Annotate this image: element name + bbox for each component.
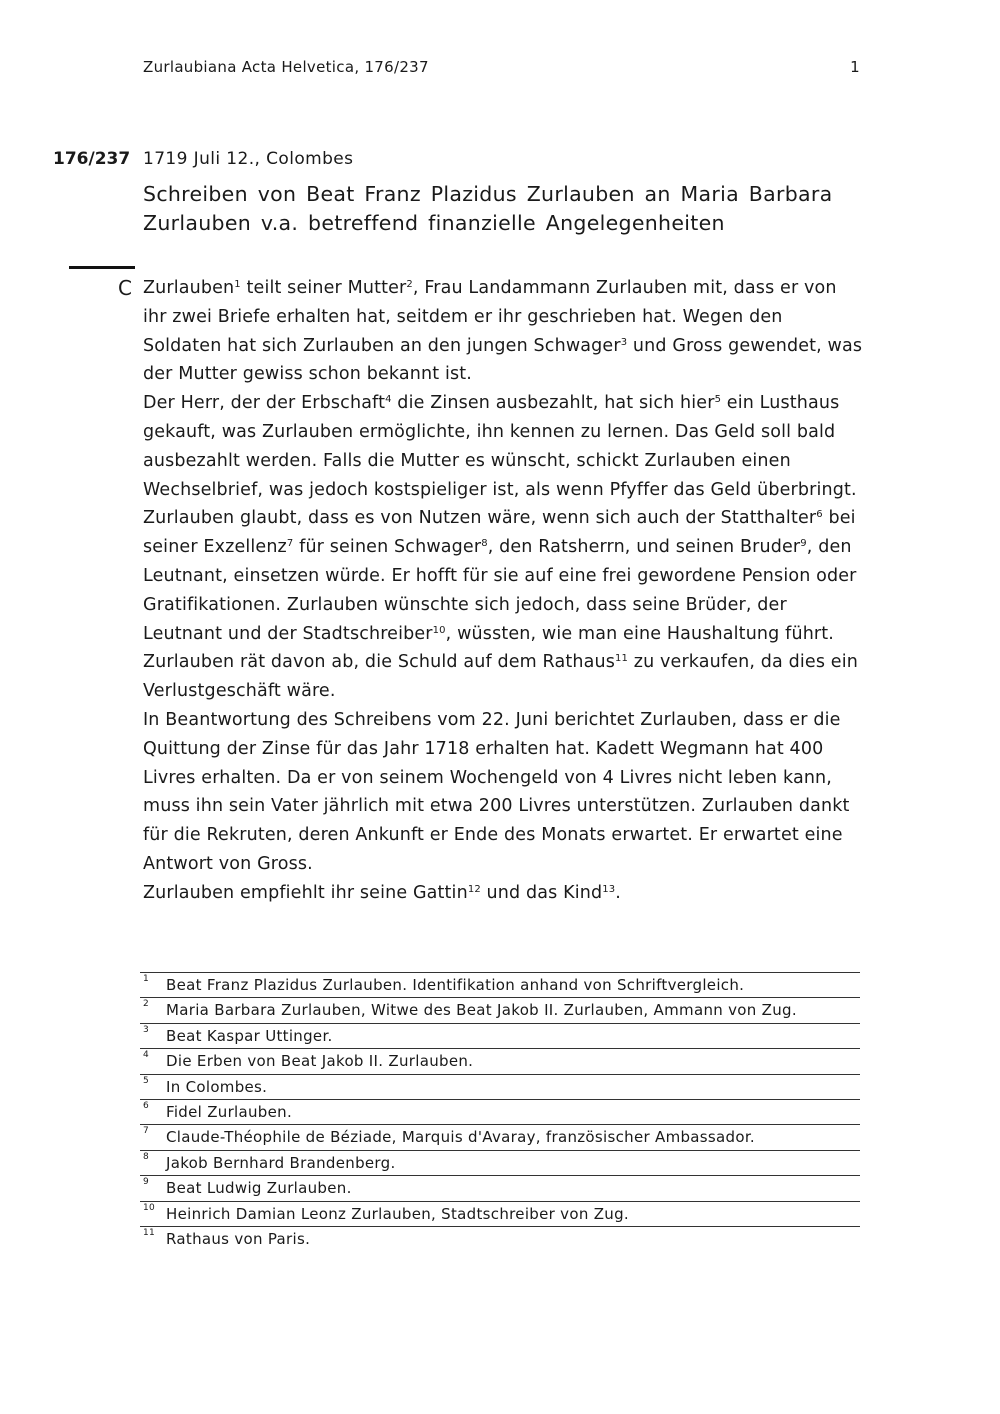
running-header — [143, 58, 860, 76]
body-text: zu verkaufen, da dies ein Verlustgeschäft wäre. — [143, 652, 858, 702]
footnote-ref: 12 — [467, 883, 481, 895]
body-paragraph — [143, 706, 865, 879]
footnote-number: 9 — [143, 1177, 150, 1188]
footnote-number: 1 — [143, 974, 150, 984]
document-title — [143, 180, 843, 238]
body-text: Zurlauben — [143, 278, 235, 298]
footnote-ref: 3 — [620, 336, 628, 348]
footnote-ref: 13 — [602, 883, 616, 895]
footnotes — [140, 972, 860, 1251]
footnote-text: Beat Kaspar Uttinger. — [166, 1026, 333, 1045]
title-line-1: Schreiben von Beat Franz Plazidus Zurlauben an Maria Barbara — [143, 182, 833, 206]
footnote-number: 11 — [143, 1227, 156, 1238]
footnote-ref: 5 — [714, 394, 722, 406]
footnote-ref: 10 — [432, 624, 446, 636]
footnote-text: In Colombes. — [166, 1077, 268, 1096]
footnote — [140, 1099, 860, 1124]
footnote-ref: 7 — [286, 538, 294, 550]
body-paragraph — [143, 274, 865, 389]
body-paragraph — [143, 879, 865, 908]
title-line-2: Zurlauben v.a. betreffend finanzielle Angelegenheiten — [143, 211, 725, 235]
footnote-ref: 11 — [615, 653, 629, 665]
body-text: . — [615, 882, 622, 903]
document-id: 176/237 — [53, 149, 131, 169]
margin-rule — [69, 266, 135, 269]
body-paragraph — [143, 504, 865, 706]
footnote-number: 4 — [143, 1050, 150, 1061]
footnote-ref: 1 — [234, 279, 241, 290]
page-number: 1 — [850, 58, 860, 76]
body-text: ein Lusthaus gekauft, was Zurlauben ermöglichte, ihn kennen zu lernen. Das Geld soll bald ausbezahlt werden. Falls die Mutter es wünscht, schickt Zurlauben einen Wechselbrief, was jedoch kostspieliger ist, als wenn Pfyffer das Geld überbringt. — [143, 393, 857, 500]
body-text: , den Ratsherrn, und seinen Bruder — [487, 537, 801, 558]
body-text: , Frau Landammann Zurlauben mit, dass er von ihr zwei Briefe erhalten hat, seitdem er ihr geschrieben hat. Wegen den Soldaten hat sich Zurlauben an den jungen Schwager — [143, 278, 837, 356]
footnote-number: 8 — [143, 1151, 150, 1162]
body-text: teilt seiner Mutter — [240, 278, 407, 298]
footnote — [140, 1074, 860, 1099]
footnote — [140, 972, 860, 997]
body-text: und Gross gewendet, was der Mutter gewiss schon bekannt ist. — [143, 335, 863, 385]
body-text: die Zinsen ausbezahlt, hat sich hier — [391, 393, 715, 414]
footnote-number: 7 — [143, 1126, 150, 1137]
footnote-ref: 8 — [481, 538, 488, 550]
footnote-ref: 6 — [816, 509, 823, 521]
document-date-place: 1719 Juli 12., Colombes — [143, 149, 354, 169]
footnote-text: Beat Franz Plazidus Zurlauben. Identifikation anhand von Schriftvergleich. — [166, 976, 745, 994]
body-text: bei seiner Exzellenz — [143, 508, 856, 558]
footnote-ref: 2 — [406, 279, 413, 290]
footnote — [140, 1226, 860, 1251]
footnote-text: Die Erben von Beat Jakob II. Zurlauben. — [166, 1052, 474, 1071]
body-paragraph — [143, 389, 865, 504]
footnote-text: Rathaus von Paris. — [166, 1229, 311, 1248]
footnote-text: Maria Barbara Zurlauben, Witwe des Beat Jakob II. Zurlauben, Ammann von Zug. — [166, 1001, 797, 1020]
footnote-text: Heinrich Damian Leonz Zurlauben, Stadtschreiber von Zug. — [166, 1204, 629, 1223]
body-text: Zurlauben empfiehlt ihr seine Gattin — [143, 882, 468, 903]
footnote — [140, 1175, 860, 1200]
body-text: , den Leutnant, einsetzen würde. Er hofft für sie auf eine frei gewordene Pension oder Gratifikationen. Zurlauben wünschte sich jedoch, dass seine Brüder, der Leutnant und der Stadtschreiber — [143, 537, 857, 644]
document-body — [143, 274, 865, 908]
footnote-number: 10 — [143, 1202, 156, 1213]
body-text: , wüssten, wie man eine Haushaltung führt. Zurlauben rät davon ab, die Schuld auf dem Rathaus — [143, 623, 835, 673]
footnote-text: Jakob Bernhard Brandenberg. — [166, 1153, 396, 1172]
footnote — [140, 997, 860, 1022]
footnote — [140, 1150, 860, 1175]
footnote-number: 6 — [143, 1100, 150, 1111]
footnote-ref: 9 — [800, 538, 807, 550]
footnote — [140, 1124, 860, 1149]
footnote-text: Fidel Zurlauben. — [166, 1102, 293, 1121]
body-text: Der Herr, der der Erbschaft — [143, 393, 386, 414]
footnote-number: 2 — [143, 999, 150, 1010]
document-marker: C — [118, 276, 132, 300]
footnote-text: Claude-Théophile de Béziade, Marquis d'Avaray, französischer Ambassador. — [166, 1128, 755, 1147]
body-text: für seinen Schwager — [293, 537, 482, 558]
body-text: und das Kind — [480, 882, 603, 903]
body-text: Zurlauben glaubt, dass es von Nutzen wäre, wenn sich auch der Statthalter — [143, 508, 817, 529]
footnote-ref: 4 — [385, 394, 392, 406]
footnote-text: Beat Ludwig Zurlauben. — [166, 1179, 352, 1198]
footnote — [140, 1048, 860, 1073]
footnote — [140, 1023, 860, 1048]
running-title: Zurlaubiana Acta Helvetica, 176/237 — [143, 58, 429, 76]
footnote-number: 3 — [143, 1024, 150, 1035]
footnote-number: 5 — [143, 1075, 150, 1086]
body-text: In Beantwortung des Schreibens vom 22. Juni berichtet Zurlauben, dass er die Quittung der Zinse für das Jahr 1718 erhalten hat. Kadett Wegmann hat 400 Livres erhalten. Da er von seinem Wochengeld von 4 Livres nicht leben kann, muss ihn sein Vater jährlich mit etwa 200 Livres unterstützen. Zurlauben dankt für die Rekruten, deren Ankunft er Ende des Monats erwartet. Er erwartet eine Antwort von Gross. — [143, 709, 850, 874]
footnote — [140, 1201, 860, 1226]
